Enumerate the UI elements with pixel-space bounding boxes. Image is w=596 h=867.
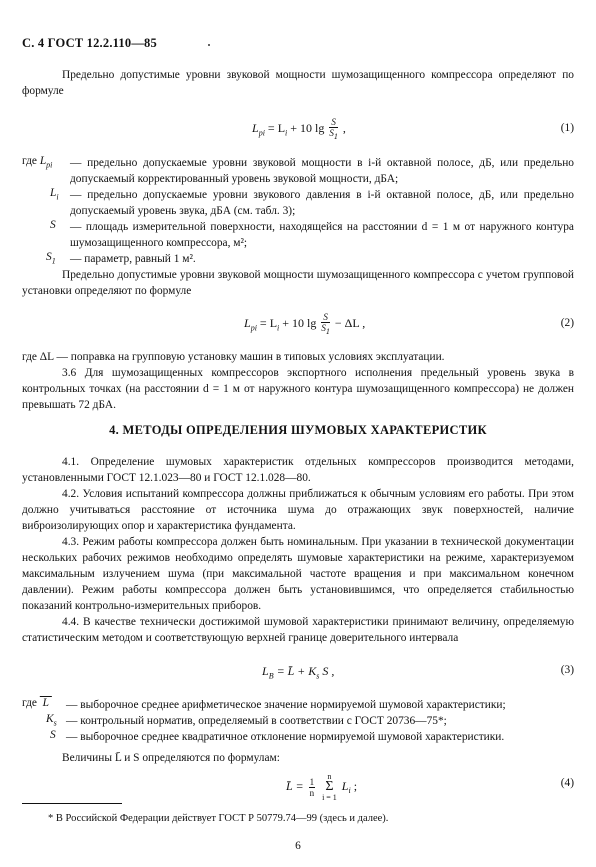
paragraph-intro: Предельно допустимые уровни звуковой мощности шумозащищенного компрессора определяют по формуле xyxy=(22,69,574,97)
def-term-lbar: где L xyxy=(22,697,52,709)
footnote-separator xyxy=(22,803,122,804)
equation-2: $L_{pi} = L_i + 10$ lg $\frac{S}{S_1}$ − ΔL , xyxy=(244,312,366,336)
def-text-ks: — контрольный норматив, определяемый в соответствии с ГОСТ 20736—75*; xyxy=(66,715,447,727)
paragraph-formulas: Величины L̄ и S определяются по формулам: xyxy=(62,752,280,764)
equation-3-number: (3) xyxy=(560,664,574,676)
section-title: 4. МЕТОДЫ ОПРЕДЕЛЕНИЯ ШУМОВЫХ ХАРАКТЕРИСТИК xyxy=(109,423,487,437)
scan-speck xyxy=(208,44,210,46)
def-text-s-sigma: — выборочное среднее квадратичное отклонение нормируемой шумовой характеристики. xyxy=(66,731,505,743)
def-text-lpi: — предельно допускаемые уровни звуковой мощности в i-й октавной полосе, дБ, или предельно допускаемый корректированный уровень звуковой мощности, дБА; xyxy=(70,157,574,185)
paragraph-4-1: 4.1. Определение шумовых характеристик отдельных компрессоров производится методами, установленными ГОСТ 12.1.023—80 и ГОСТ 12.1.028—80. xyxy=(22,456,574,484)
equation-3: $L_B$ = L̄ + $K_s$ S , xyxy=(262,664,335,681)
def-term-lpi: где $L_{pi}$ xyxy=(22,155,53,170)
equation-1-number: (1) xyxy=(560,122,574,134)
paragraph-4-3: 4.3. Режим работы компрессора должен быть номинальным. При указании в технической документации нескольких рабочих режимов необходимо определять шумовые характеристики на режиме, характеризуемом максимальным излучением шума (при максимальной частоте вращения и при максимальном конечном давлении). Режим работы компрессора должен быть установившимся, что определяется стабильностью показаний контрольно-измерительных приборов. xyxy=(22,536,574,612)
def-term-s: S xyxy=(50,219,56,231)
paragraph-group-install: Предельно допустимые уровни звуковой мощности шумозащищенного компрессора с учетом групповой установки определяют по формуле xyxy=(22,269,574,297)
page-header: С. 4 ГОСТ 12.2.110—85 xyxy=(22,36,157,50)
def-term-s1: $S_1$ xyxy=(46,251,56,266)
equation-2-number: (2) xyxy=(560,317,574,329)
def-term-s-sigma: S xyxy=(50,729,56,741)
equation-4-number: (4) xyxy=(560,777,574,789)
equation-4: L̄ = $\frac{1}{n}$ n Σ i = 1 $L_i$ ; xyxy=(286,772,358,802)
def-text-li: — предельно допускаемые уровни звукового давления в i-й октавной полосе, дБ, или предельно допускаемый уровень звука, дБА (см. табл. 3); xyxy=(70,189,574,217)
equation-1: $L_{pi} = L_i + 10$ lg $\frac{S}{S_1}$ , xyxy=(252,117,346,141)
def-term-li: $L_i$ xyxy=(50,187,59,202)
page-number: 6 xyxy=(295,840,301,852)
def-text-lbar: — выборочное среднее арифметическое значение нормируемой шумовой характеристики; xyxy=(66,699,506,711)
def-term-ks: $K_s$ xyxy=(46,713,57,728)
paragraph-3-6: 3.6 Для шумозащищенных компрессоров экспортного исполнения предельный уровень звука в контрольных точках (на расстоянии d = 1 м от наружного контура шумозащищенного компрессора) не должен превышать 72 дБА. xyxy=(22,367,574,411)
def-delta-l: где ΔL — поправка на групповую установку машин в типовых условиях эксплуатации. xyxy=(22,351,445,363)
paragraph-4-2: 4.2. Условия испытаний компрессора должны приближаться к обычным условиям его работы. При этом должно учитываться расстояние от источника шума до отражающих звук поверхностей, наличие виброизолирующих опор и характеристика фундамента. xyxy=(22,488,574,532)
def-text-s1: — параметр, равный 1 м². xyxy=(70,253,196,265)
paragraph-4-4: 4.4. В качестве технически достижимой шумовой характеристики принимают величину, определяемую статистическим методом и соответствующую верхней границе доверительного интервала xyxy=(22,616,574,644)
footnote: * В Российской Федерации действует ГОСТ Р 50779.74—99 (здесь и далее). xyxy=(48,813,389,824)
def-text-s: — площадь измерительной поверхности, находящейся на расстоянии d = 1 м от наружного контура шумозащищенного компрессора, м²; xyxy=(70,221,574,249)
